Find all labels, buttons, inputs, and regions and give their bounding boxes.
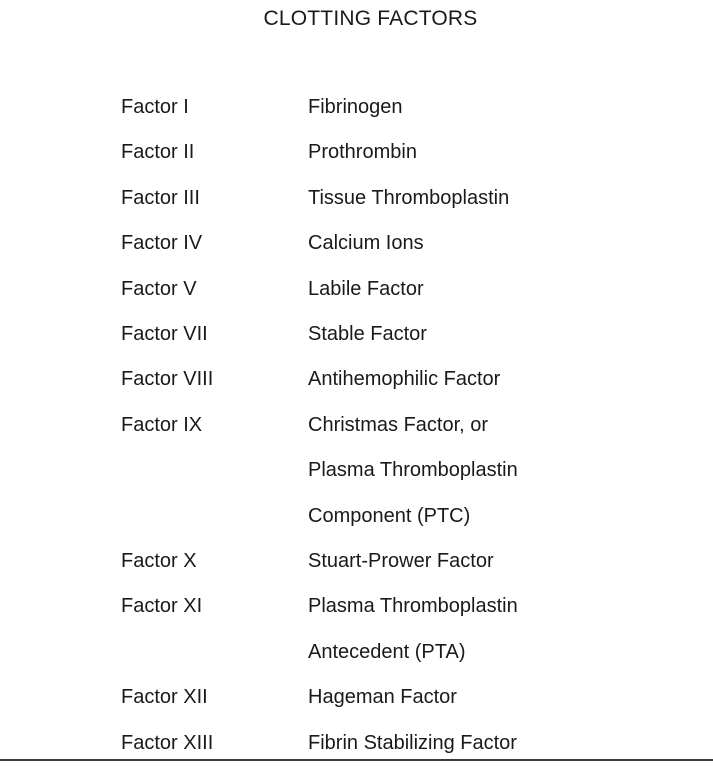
- factor-number: Factor XIII: [121, 731, 214, 754]
- factor-number: Factor IV: [121, 232, 203, 255]
- factor-name: [308, 539, 641, 584]
- factor-name-line: Antihemophilic Factor: [308, 368, 501, 391]
- factor-name-line: Fibrin Stabilizing Factor: [308, 731, 517, 754]
- factor-name: [308, 267, 641, 312]
- factor-name-line: Labile Factor: [308, 277, 424, 300]
- factor-name-line: Stuart-Prower Factor: [308, 550, 494, 573]
- factor-name-line: Prothrombin: [308, 141, 417, 164]
- factor-row: [121, 267, 641, 312]
- factor-name: [308, 176, 641, 221]
- factor-number: Factor X: [121, 550, 197, 573]
- factor-name-line: Calcium Ions: [308, 232, 424, 255]
- factor-row: [121, 221, 641, 266]
- factor-name-line: Plasma Thromboplastin: [308, 595, 518, 618]
- factor-name-line: Plasma Thromboplastin: [308, 459, 518, 482]
- factor-number: Factor XII: [121, 686, 208, 709]
- factor-row: [121, 539, 641, 584]
- factor-name-line: Stable Factor: [308, 323, 427, 346]
- factor-name-line: Fibrinogen: [308, 96, 403, 118]
- factor-row: [121, 85, 641, 130]
- factor-row: [121, 584, 641, 675]
- factor-row: [121, 130, 641, 175]
- factor-number: Factor VIII: [121, 368, 214, 391]
- factor-name-line: Tissue Thromboplastin: [308, 186, 510, 209]
- factor-name: [308, 357, 641, 402]
- factor-name: [308, 584, 641, 675]
- factor-number: Factor II: [121, 141, 195, 164]
- factor-name-line: Antecedent (PTA): [308, 640, 466, 663]
- factor-row: [121, 357, 641, 402]
- factor-row: [121, 675, 641, 720]
- factor-name-line: Component (PTC): [308, 504, 471, 527]
- factor-row: [121, 312, 641, 357]
- clotting-factor-table: [121, 85, 641, 766]
- factor-name: [308, 403, 641, 539]
- bottom-rule: [0, 759, 713, 761]
- factor-name: [308, 312, 641, 357]
- factor-name: [308, 85, 641, 130]
- factor-number: Factor I: [121, 96, 189, 118]
- factor-name: [308, 221, 641, 266]
- factor-number: Factor XI: [121, 595, 203, 618]
- factor-number: Factor VII: [121, 323, 208, 346]
- factor-name-line: Hageman Factor: [308, 686, 457, 709]
- page-title: CLOTTING FACTORS: [263, 7, 478, 30]
- factor-name: [308, 675, 641, 720]
- factor-number: Factor III: [121, 186, 200, 209]
- factor-row: [121, 403, 641, 539]
- factor-name-line: Christmas Factor, or: [308, 413, 489, 436]
- factor-row: [121, 176, 641, 221]
- factor-number: Factor V: [121, 277, 197, 300]
- factor-name: [308, 130, 641, 175]
- factor-number: Factor IX: [121, 413, 203, 436]
